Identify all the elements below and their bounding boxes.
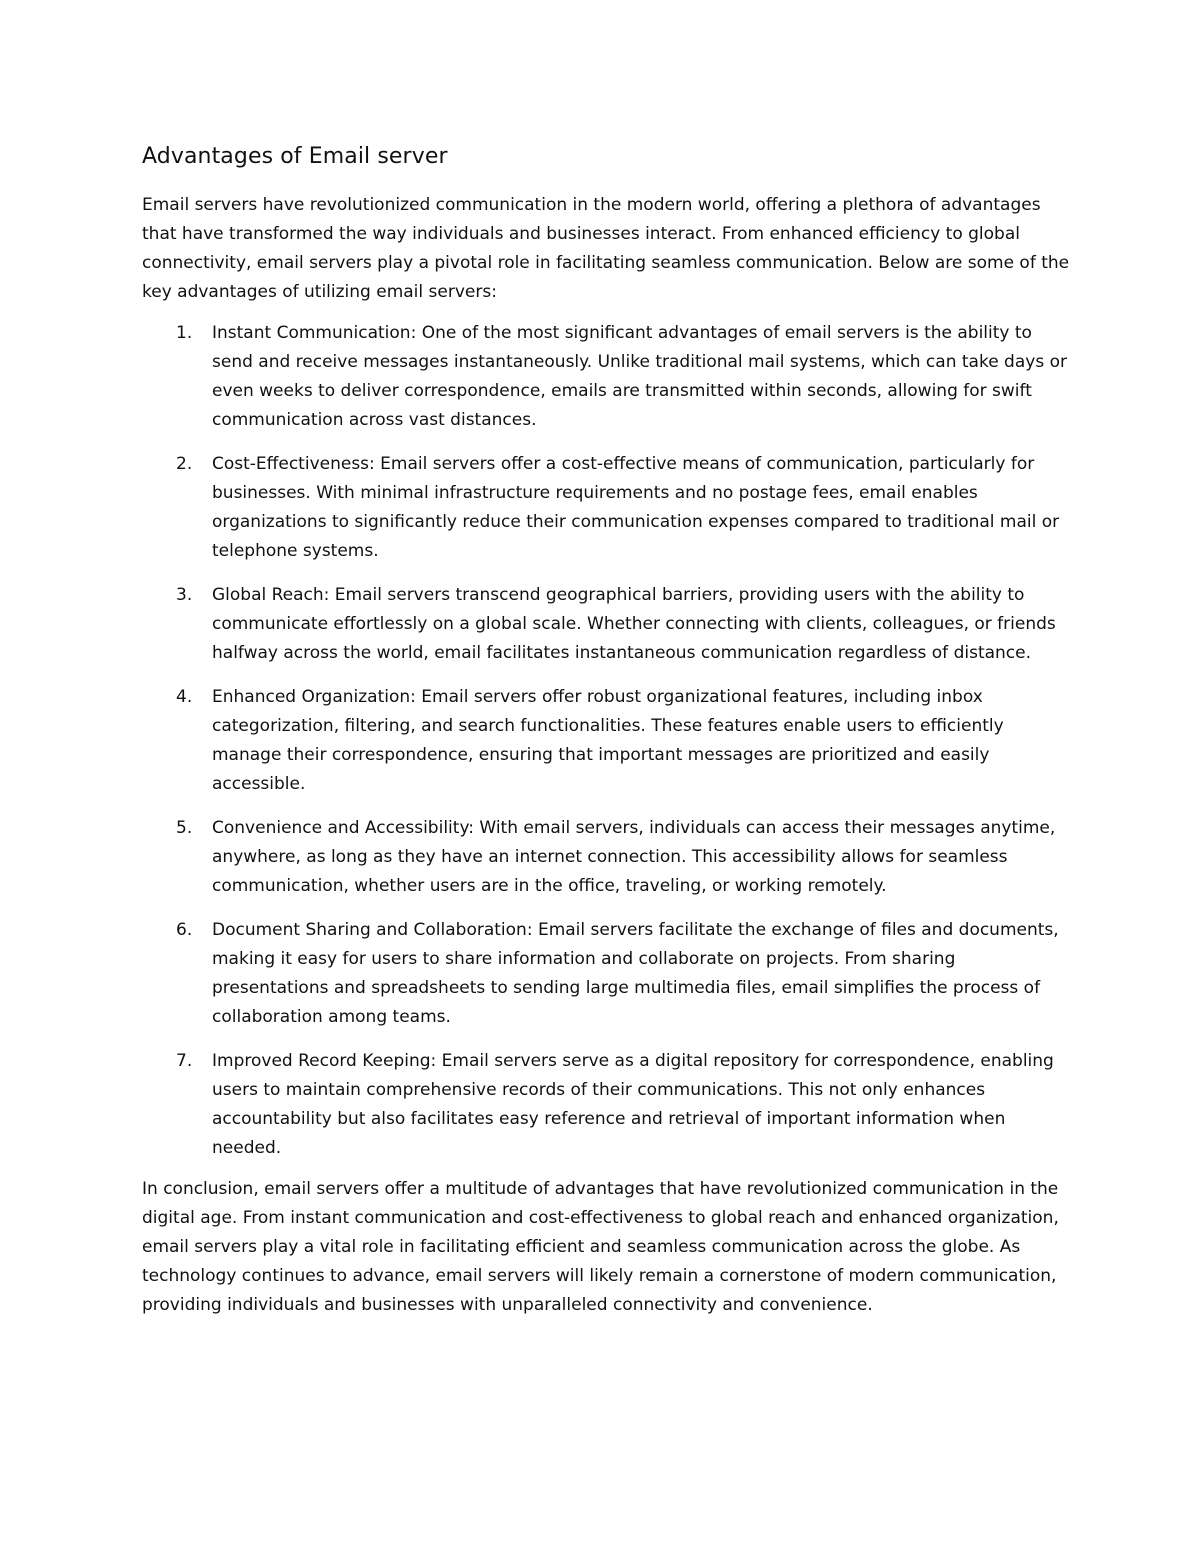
list-item-text: Convenience and Accessibility: With email servers, individuals can access their messages anytime, anywhere, as long as they have an internet connection. This accessibility allows for seamless communication, whether users are in the office, traveling, or working remotely. [212,818,1056,896]
list-item [142,581,1072,668]
list-item-number: 2. [176,454,193,474]
list-item-number: 3. [176,585,193,605]
advantages-list [142,319,1072,1163]
list-item-text: Improved Record Keeping: Email servers serve as a digital repository for correspondence, enabling users to maintain comprehensive records of their communications. This not only enhances accountability but also facilitates easy reference and retrieval of important information when needed. [212,1051,1054,1158]
list-item-number: 4. [176,687,193,707]
list-item-number: 5. [176,818,193,838]
document-title: Advantages of Email server [142,144,448,169]
list-item-text: Global Reach: Email servers transcend geographical barriers, providing users with the ability to communicate effortlessly on a global scale. Whether connecting with clients, colleagues, or friends halfway across the world, email facilitates instantaneous communication regardless of distance. [212,585,1056,663]
list-item [142,319,1072,435]
list-item-text: Document Sharing and Collaboration: Email servers facilitate the exchange of files and documents, making it easy for users to share information and collaborate on projects. From sharing presentations and spreadsheets to sending large multimedia files, email simplifies the process of collaboration among teams. [212,920,1059,1027]
intro-paragraph: Email servers have revolutionized communication in the modern world, offering a plethora of advantages that have transformed the way individuals and businesses interact. From enhanced efficiency to global connectivity, email servers play a pivotal role in facilitating seamless communication. Below are some of the key advantages of utilizing email servers: [142,195,1070,302]
list-item [142,450,1072,566]
document-page [142,144,1072,1332]
conclusion-paragraph: In conclusion, email servers offer a multitude of advantages that have revolutionized communication in the digital age. From instant communication and cost-effectiveness to global reach and enhanced organization, email servers play a vital role in facilitating efficient and seamless communication across the globe. As technology continues to advance, email servers will likely remain a cornerstone of modern communication, providing individuals and businesses with unparalleled connectivity and convenience. [142,1179,1059,1315]
list-item [142,814,1072,901]
list-item-number: 1. [176,323,193,343]
list-item [142,1047,1072,1163]
list-item-text: Enhanced Organization: Email servers offer robust organizational features, including inbox categorization, filtering, and search functionalities. These features enable users to efficiently manage their correspondence, ensuring that important messages are prioritized and easily accessible. [212,687,1004,794]
list-item-number: 7. [176,1051,193,1071]
list-item [142,916,1072,1032]
list-item [142,683,1072,799]
list-item-text: Cost-Effectiveness: Email servers offer a cost-effective means of communication, particularly for businesses. With minimal infrastructure requirements and no postage fees, email enables organizations to significantly reduce their communication expenses compared to traditional mail or telephone systems. [212,454,1060,561]
list-item-text: Instant Communication: One of the most significant advantages of email servers is the ability to send and receive messages instantaneously. Unlike traditional mail systems, which can take days or even weeks to deliver correspondence, emails are transmitted within seconds, allowing for swift communication across vast distances. [212,323,1067,430]
list-item-number: 6. [176,920,193,940]
